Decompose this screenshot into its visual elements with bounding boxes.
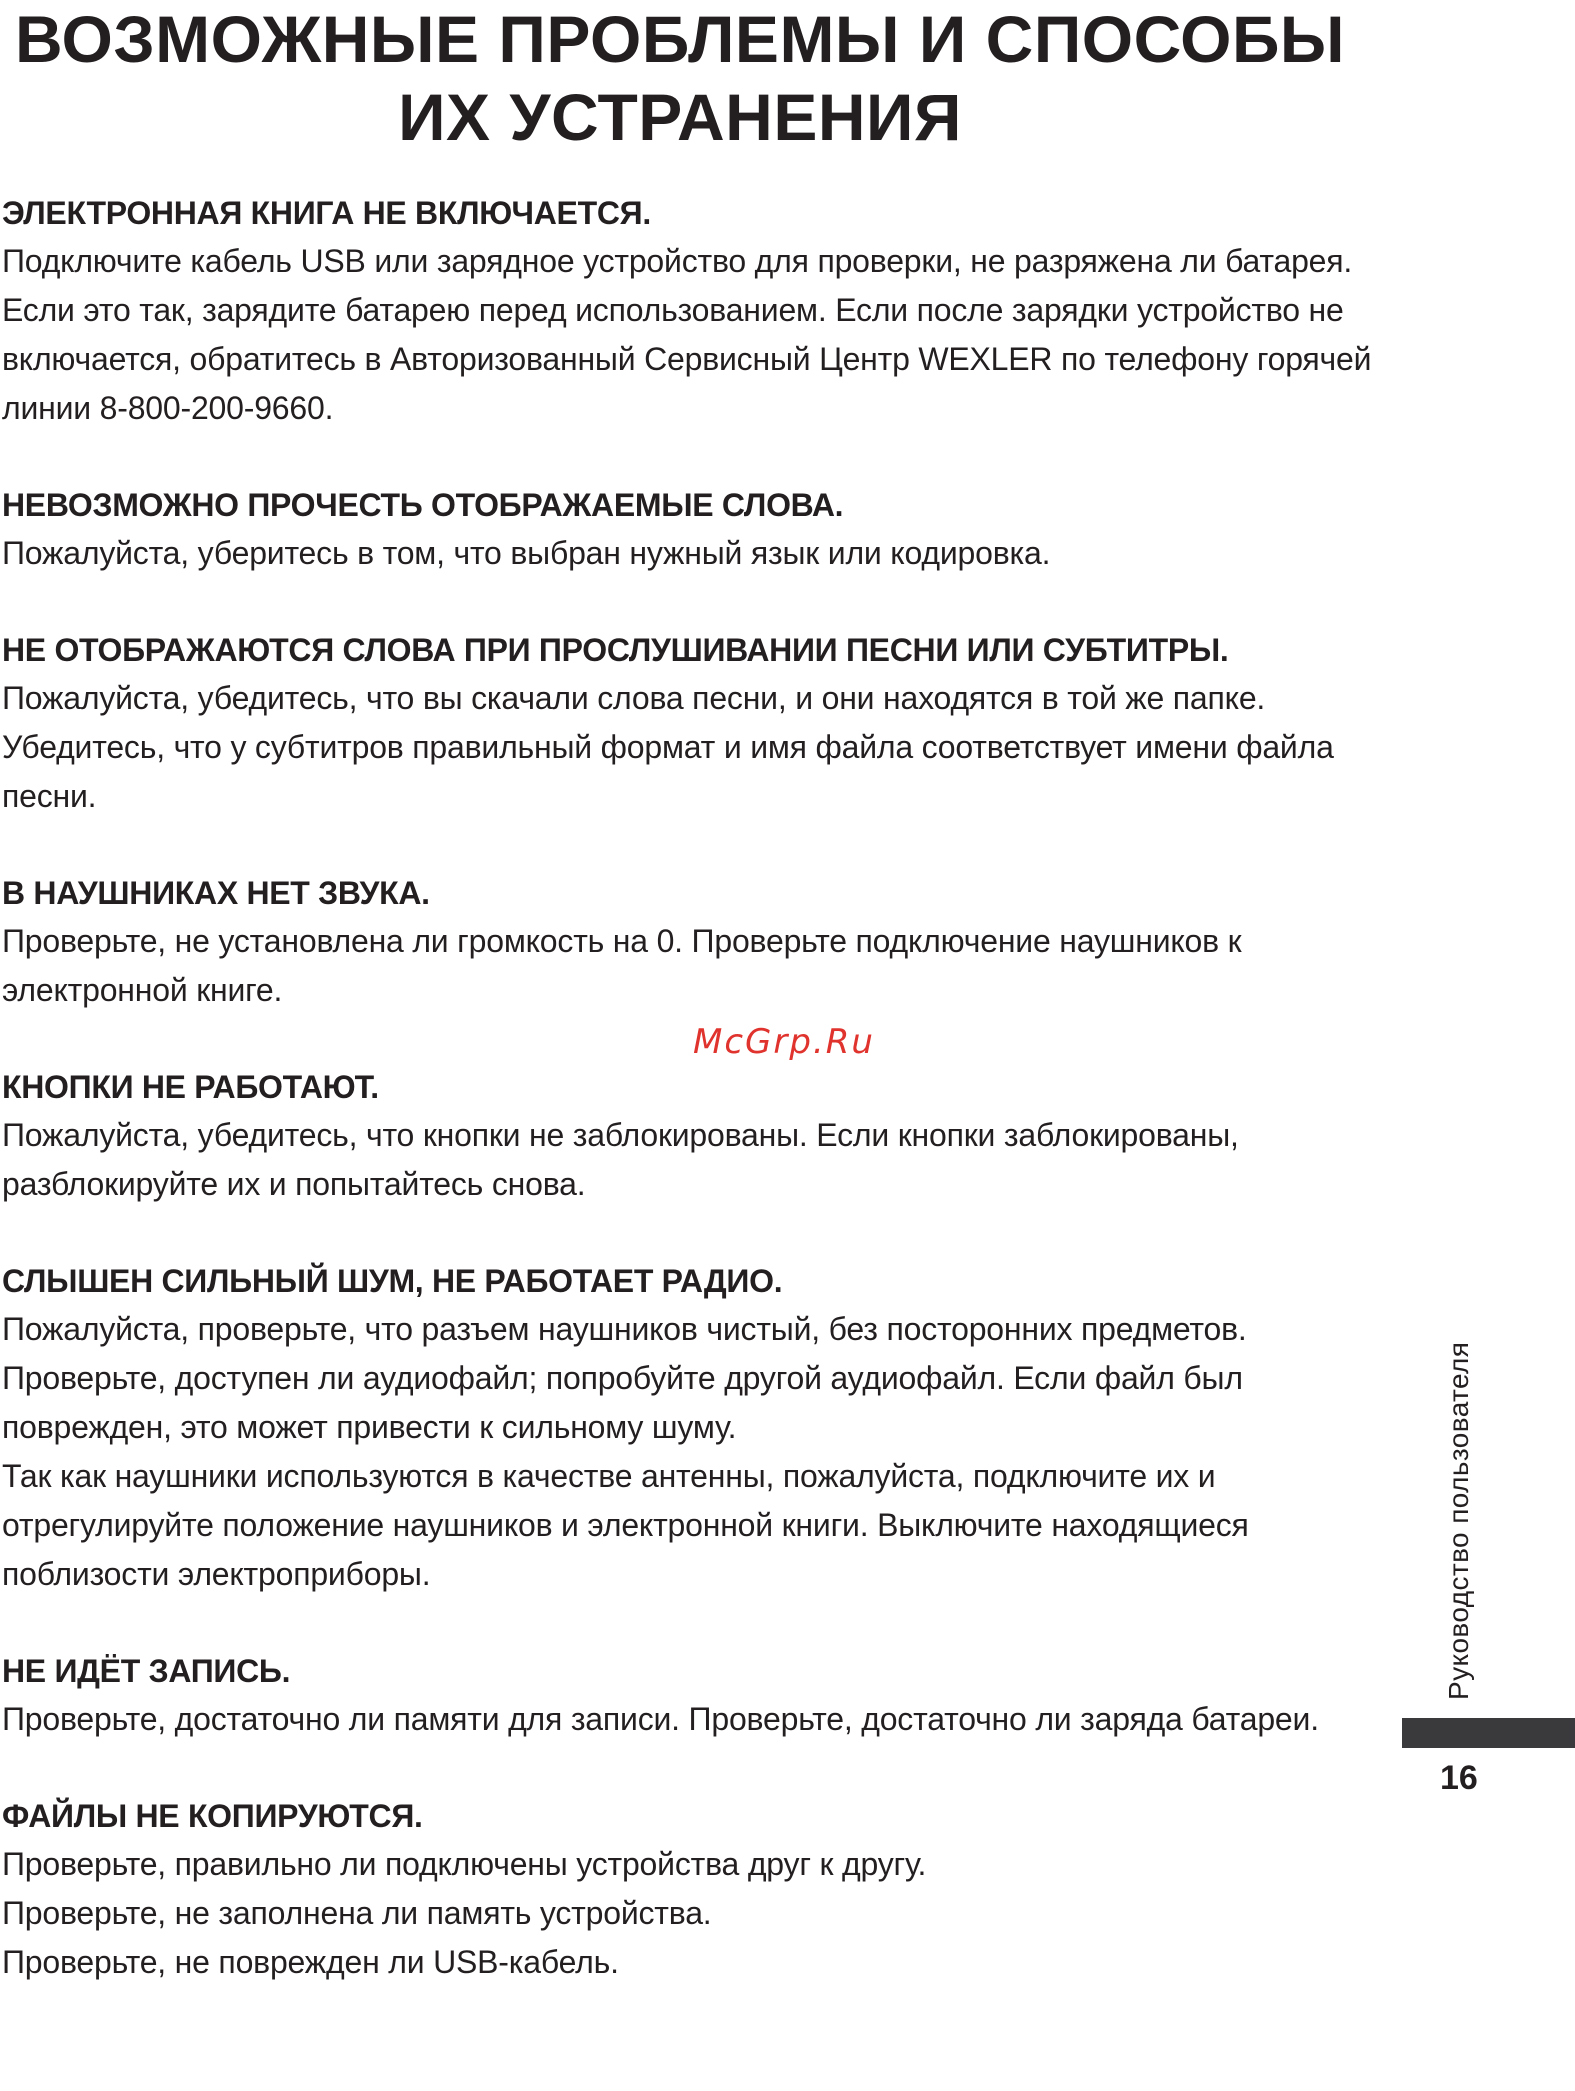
section-paragraph: Проверьте, не поврежден ли USB-кабель. xyxy=(2,1944,619,1980)
side-caption-text: Руководство пользователя xyxy=(1443,1341,1474,1700)
side-caption xyxy=(1440,1295,1480,1700)
section-heading: ЭЛЕКТРОННАЯ КНИГА НЕ ВКЛЮЧАЕТСЯ. xyxy=(2,195,651,231)
section-heading: ФАЙЛЫ НЕ КОПИРУЮТСЯ. xyxy=(2,1798,423,1834)
section-paragraph: Пожалуйста, убедитесь, что вы скачали слова песни, и они находятся в той же папке. Убедитесь, что у субтитров правильный формат и имя файла соответствует имени файла песни. xyxy=(2,680,1334,814)
section-paragraph: Подключите кабель USB или зарядное устройство для проверки, не разряжена ли батарея. Если это так, зарядите батарею перед использованием. Если после зарядки устройство не включается, обратитесь в Авторизованный Сервисный Центр WEXLER по телефону горячей линии 8-800-200-9660. xyxy=(2,243,1372,426)
section-buttons-not-working xyxy=(2,1063,1382,1209)
side-bar xyxy=(1402,1718,1575,1748)
section-heading: НЕВОЗМОЖНО ПРОЧЕСТЬ ОТОБРАЖАЕМЫЕ СЛОВА. xyxy=(2,487,844,523)
section-paragraph: Пожалуйста, уберитесь в том, что выбран нужный язык или кодировка. xyxy=(2,535,1051,571)
section-words-unreadable xyxy=(2,481,1382,578)
section-noise-radio xyxy=(2,1257,1382,1599)
page-title xyxy=(0,0,1360,156)
page-title-line-2: ИХ УСТРАНЕНИЯ xyxy=(398,80,962,154)
section-paragraph: Пожалуйста, убедитесь, что кнопки не заблокированы. Если кнопки заблокированы, разблокируйте их и попытайтесь снова. xyxy=(2,1117,1239,1202)
section-recording-fails xyxy=(2,1647,1382,1744)
section-paragraph: Проверьте, доступен ли аудиофайл; попробуйте другой аудиофайл. Если файл был поврежден, это может привести к сильному шуму. xyxy=(2,1360,1243,1445)
page-title-line-1: ВОЗМОЖНЫЕ ПРОБЛЕМЫ И СПОСОБЫ xyxy=(14,2,1346,76)
section-paragraph: Пожалуйста, проверьте, что разъем наушников чистый, без посторонних предметов. xyxy=(2,1311,1247,1347)
section-paragraph: Проверьте, достаточно ли памяти для записи. Проверьте, достаточно ли заряда батареи. xyxy=(2,1701,1319,1737)
page-number: 16 xyxy=(1440,1759,1478,1797)
section-files-not-copying xyxy=(2,1792,1382,1987)
section-paragraph: Проверьте, не установлена ли громкость на 0. Проверьте подключение наушников к электронной книге. xyxy=(2,923,1242,1008)
section-heading: В НАУШНИКАХ НЕТ ЗВУКА. xyxy=(2,875,430,911)
troubleshooting-list xyxy=(2,189,1382,2035)
section-ebook-wont-turn-on xyxy=(2,189,1382,433)
section-paragraph: Так как наушники используются в качестве антенны, пожалуйста, подключите их и отрегулируйте положение наушников и электронной книги. Выключите находящиеся поблизости электроприборы. xyxy=(2,1458,1249,1592)
section-paragraph: Проверьте, правильно ли подключены устройства друг к другу. xyxy=(2,1846,927,1882)
section-heading: КНОПКИ НЕ РАБОТАЮТ. xyxy=(2,1069,379,1105)
section-lyrics-subtitles-missing xyxy=(2,626,1382,821)
section-no-sound-headphones xyxy=(2,869,1382,1015)
section-heading: СЛЫШЕН СИЛЬНЫЙ ШУМ, НЕ РАБОТАЕТ РАДИО. xyxy=(2,1263,783,1299)
section-paragraph: Проверьте, не заполнена ли память устройства. xyxy=(2,1895,712,1931)
section-heading: НЕ ИДЁТ ЗАПИСЬ. xyxy=(2,1653,291,1689)
section-heading: НЕ ОТОБРАЖАЮТСЯ СЛОВА ПРИ ПРОСЛУШИВАНИИ ПЕСНИ ИЛИ СУБТИТРЫ. xyxy=(2,632,1229,668)
watermark: McGrp.Ru xyxy=(693,1022,875,1062)
